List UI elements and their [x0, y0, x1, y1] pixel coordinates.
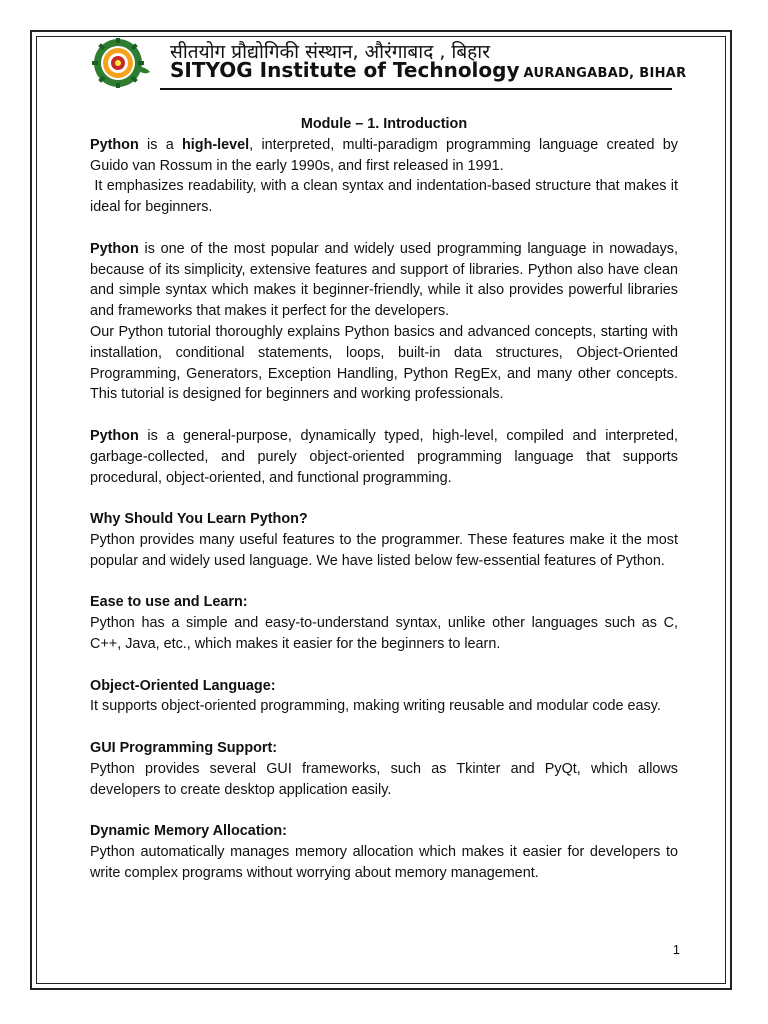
section-heading: Object-Oriented Language: — [90, 677, 276, 694]
bold-term: Python — [90, 136, 139, 153]
college-emblem-icon — [88, 38, 162, 88]
institute-name-hindi: सीतयोग प्रौद्योगिकी संस्थान, औरंगाबाद , बिहार — [170, 41, 490, 63]
bold-term: Python — [90, 240, 139, 257]
text-run: is a general-purpose, dynamically typed, high-level, compiled and interpreted, garbage-collected, and purely object-oriented programming language that supports procedural, object-oriented, and functional programming. — [90, 427, 678, 486]
section-body: Python automatically manages memory allocation which makes it easier for developers to write complex programs without worrying about memory management. — [90, 843, 678, 881]
document-body — [90, 114, 683, 883]
readability-paragraph: It emphasizes readability, with a clean syntax and indentation-based structure that makes it ideal for beginners. — [90, 178, 683, 216]
general-paragraph — [90, 426, 678, 488]
section-body: Python provides several GUI frameworks, such as Tkinter and PyQt, which allows developers to create desktop application easily. — [90, 760, 678, 798]
bold-term: Python — [90, 427, 139, 444]
text-run: is one of the most popular and widely used programming language in nowadays, because of its simplicity, extensive features and support of libraries. Python also have clean and simple syntax which makes it beginner-friendly, while it also provides powerful libraries and frameworks that makes it perfect for the developers. — [90, 240, 678, 320]
intro-paragraph — [90, 135, 678, 177]
institute-location: AURANGABAD, BIHAR — [523, 66, 687, 81]
section-heading: Why Should You Learn Python? — [90, 511, 308, 528]
section-body: Python has a simple and easy-to-understand syntax, unlike other languages such as C, C++, Java, etc., which makes it easier for the beginners to learn. — [90, 615, 678, 652]
popular-paragraph — [90, 239, 678, 322]
text-run: is a — [138, 136, 182, 153]
institute-name-english — [170, 58, 686, 82]
section-heading: Dynamic Memory Allocation: — [90, 823, 287, 840]
page-title: Module – 1. Introduction — [300, 116, 468, 132]
text-run: , interpreted, multi-paradigm programming language created by Guido van Rossum in the early 1990s, and first released in 1991. — [90, 136, 678, 174]
section-heading: GUI Programming Support: — [90, 739, 278, 756]
section-body: It supports object-oriented programming, making writing reusable and modular code easy. — [90, 698, 661, 715]
tutorial-paragraph: Our Python tutorial thoroughly explains Python basics and advanced concepts, starting with installation, conditional statements, loops, built-in data structures, Object-Oriented Programming, Generators, Exception Handling, Python RegEx, and many other concepts. This tutorial is designed for beginners and working professionals. — [90, 323, 678, 403]
section-heading: Ease to use and Learn: — [90, 594, 248, 611]
page-number: 1 — [672, 942, 680, 957]
institute-name: SITYOG Institute of Technology — [170, 58, 520, 82]
header-divider — [160, 88, 672, 90]
bold-term: high-level — [182, 136, 250, 153]
institute-header — [88, 38, 687, 92]
section-body: Python provides many useful features to the programmer. These features make it the most popular and widely used language. We have listed below few-essential features of Python. — [90, 531, 678, 569]
